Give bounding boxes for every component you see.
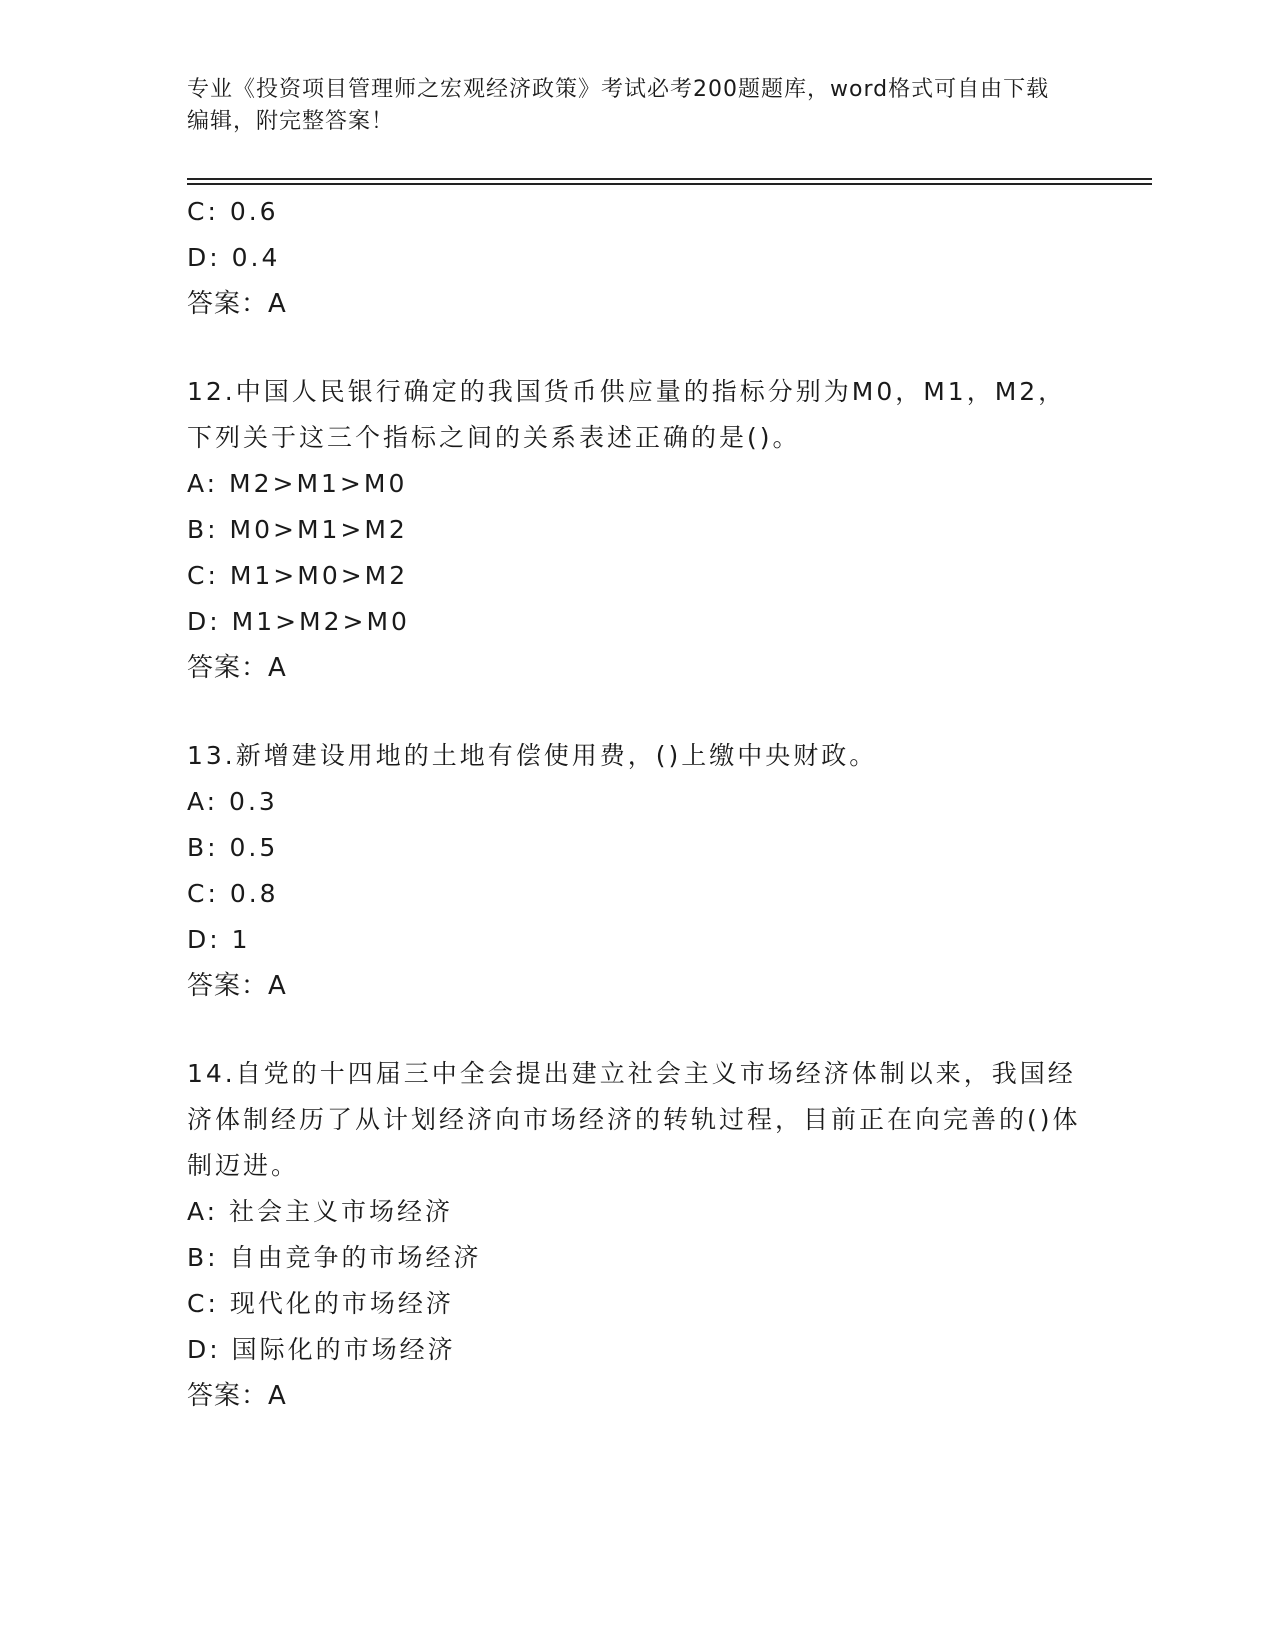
option-d: D: 0.4	[187, 243, 281, 272]
answer-line: 答案：A	[187, 289, 287, 319]
option-a: A: 社会主义市场经济	[187, 1197, 454, 1226]
answer-line: 答案：A	[187, 971, 287, 1001]
header-rule-bottom	[187, 183, 1152, 185]
option-b: B: M0>M1>M2	[187, 515, 408, 544]
question-block-14	[187, 1051, 1107, 1419]
option-c: C: 0.8	[187, 879, 279, 908]
question-text: 12.中国人民银行确定的我国货币供应量的指标分别为M0，M1，M2，下列关于这三个指标之间的关系表述正确的是()。	[187, 377, 1067, 452]
option-c: C: M1>M0>M2	[187, 561, 409, 590]
answer-line: 答案：A	[187, 653, 287, 683]
option-b: B: 自由竞争的市场经济	[187, 1243, 482, 1272]
option-d: D: 1	[187, 925, 251, 954]
question-block-partial	[187, 189, 1107, 327]
option-a: A: M2>M1>M0	[187, 469, 408, 498]
option-a: A: 0.3	[187, 787, 278, 816]
option-d: D: 国际化的市场经济	[187, 1335, 456, 1364]
answer-line: 答案：A	[187, 1381, 287, 1411]
question-text: 13.新增建设用地的土地有偿使用费，()上缴中央财政。	[187, 741, 878, 770]
option-d: D: M1>M2>M0	[187, 607, 410, 636]
option-c: C: 现代化的市场经济	[187, 1289, 454, 1318]
question-block-13	[187, 733, 1107, 1009]
document-body	[187, 189, 1107, 1419]
header-rule-top	[187, 178, 1152, 180]
option-b: B: 0.5	[187, 833, 279, 862]
header-title: 专业《投资项目管理师之宏观经济政策》考试必考200题题库，word格式可自由下载编辑，附完整答案！	[187, 77, 1050, 134]
question-text: 14.自党的十四届三中全会提出建立社会主义市场经济体制以来，我国经济体制经历了从计划经济向市场经济的转轨过程，目前正在向完善的()体制迈进。	[187, 1059, 1081, 1180]
document-header	[187, 74, 1067, 138]
option-c: C: 0.6	[187, 197, 279, 226]
question-block-12	[187, 369, 1107, 691]
